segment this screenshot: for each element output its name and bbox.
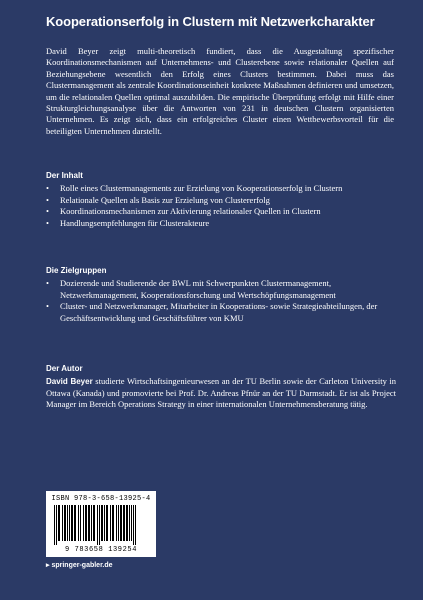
list-item: • Koordinationsmechanismen zur Aktivierung relationaler Quellen in Clustern	[46, 206, 396, 218]
intro-paragraph: David Beyer zeigt multi-theoretisch fundiert, dass die Ausgestaltung spezifischer Koordinationsmechanismen auf Unternehmens- und Clusterebene sowie relationaler Quellen auf Beziehungsebene wesentlich den Erfolg eines Clusters bestimmen. Dabei muss das Clustermanagement als zentrale Koordinationseinheit konkrete Maßnahmen definieren und umsetzen, um die relationalen Quellen optimal auszubilden. Die empirische Überprüfung erfolgt mit Hilfe einer Strukturgleichungsanalyse über die Antworten von 231 in deutschen Clustern organisierten Unternehmen. Es zeigt sich, dass ein erfolgreiches Cluster einen Wettbewerbsvorteil für die beteiligten Unternehmen darstellt.	[46, 46, 394, 136]
inhalt-heading: Der Inhalt	[46, 171, 83, 180]
list-item: • Dozierende und Studierende der BWL mit Schwerpunkten Clustermanagement, Netzwerkmanagement, Kooperationsforschung und Wertschöpfungsmanagement	[46, 278, 396, 301]
author-bio-text: studierte Wirtschaftsingenieurwesen an der TU Berlin sowie der Carleton University in Ottawa (Kanada) und promovierte bei Prof. Dr. Andreas Pfnür an der TU Darmstadt. Er ist als Project Manager im Bereich Operations Strategy in einer internationalen Unternehmensberatung tätig.	[46, 376, 397, 410]
isbn-label: ISBN 978-3-658-13925-4	[51, 495, 151, 503]
zielgruppen-heading: Die Zielgruppen	[46, 266, 107, 275]
zielgruppen-list	[46, 278, 396, 324]
barcode-bars	[52, 505, 150, 545]
book-title: Kooperationserfolg in Clustern mit Netzwerkcharakter	[46, 14, 375, 29]
inhalt-list	[46, 183, 396, 229]
barcode-digits: 9 783658 139254	[64, 546, 137, 554]
author-bio	[46, 376, 396, 411]
list-item: • Cluster- und Netzwerkmanager, Mitarbeiter in Kooperations- sowie Strategieabteilungen, der Geschäftsentwicklung und Geschäftsführer von KMU	[46, 301, 396, 324]
autor-heading: Der Autor	[46, 364, 83, 373]
list-item: • Relationale Quellen als Basis zur Erzielung von Clustererfolg	[46, 195, 396, 207]
publisher-website: ▸ springer-gabler.de	[46, 562, 113, 569]
list-item: • Handlungsempfehlungen für Clusterakteure	[46, 218, 396, 230]
list-item: • Rolle eines Clustermanagements zur Erzielung von Kooperationserfolg in Clustern	[46, 183, 396, 195]
barcode	[46, 491, 156, 557]
author-name: David Beyer	[46, 377, 93, 386]
